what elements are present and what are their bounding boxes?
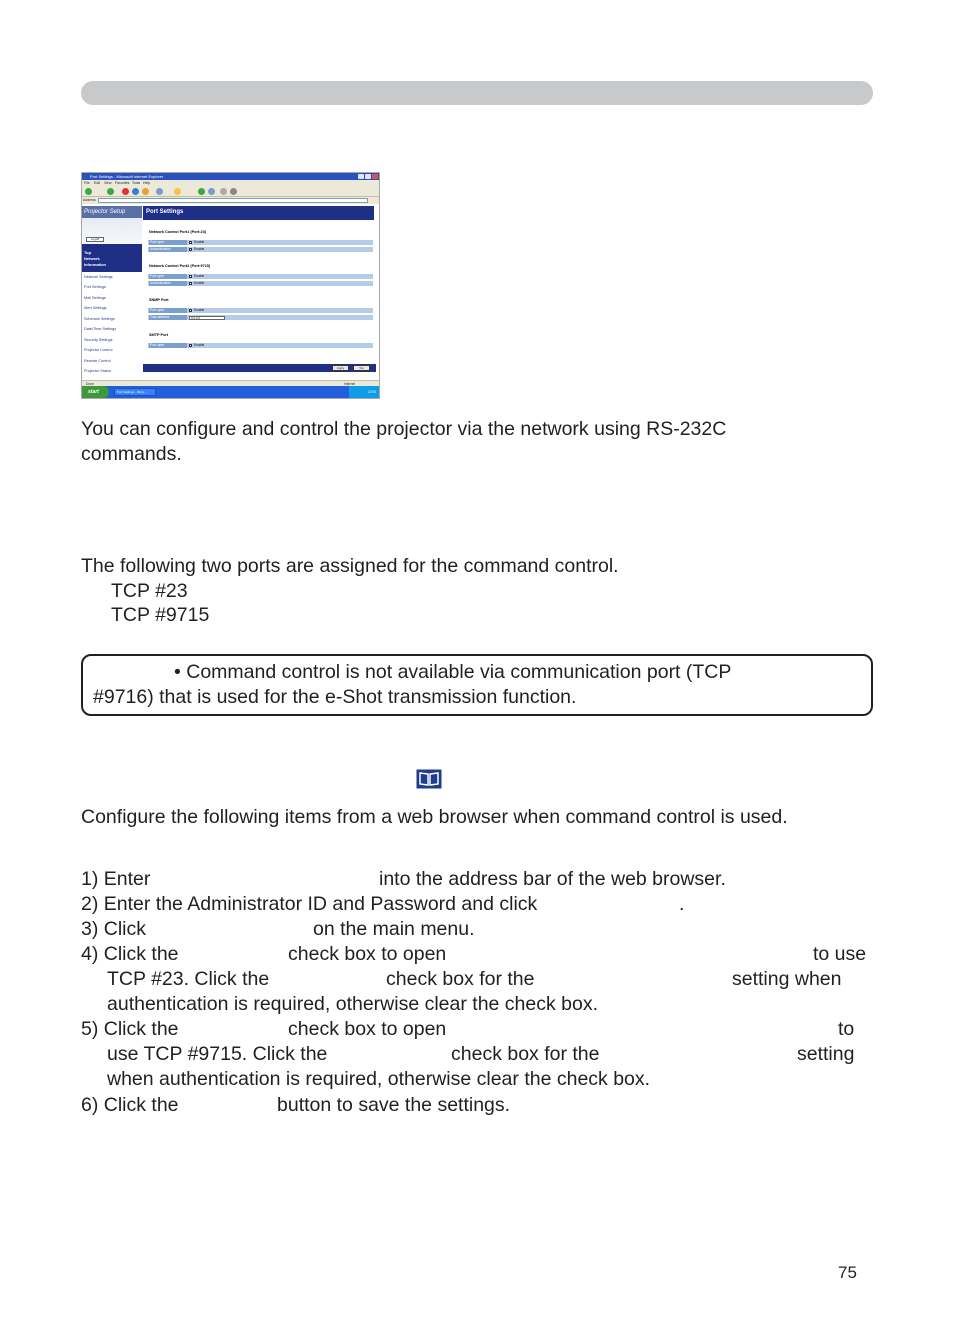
stop-icon <box>122 188 129 195</box>
print-icon <box>230 188 237 195</box>
step-3b: on the main menu. <box>313 918 475 940</box>
step-4c: to use <box>813 943 867 965</box>
favorites-icon <box>174 188 181 195</box>
note-box <box>81 654 873 716</box>
nav-item: Port Settings <box>84 285 106 289</box>
checkbox <box>189 241 192 244</box>
home-icon <box>142 188 149 195</box>
step-5a: 5) Click the <box>81 1018 179 1040</box>
step-4a: 4) Click the <box>81 943 179 965</box>
port-item: TCP #23 <box>111 580 188 602</box>
step-6a: 6) Click the <box>81 1094 179 1116</box>
nav-item: Projector Control <box>84 348 113 352</box>
trap-address-input: 0.0.0.0 <box>189 316 225 320</box>
top-button: Top <box>353 365 370 371</box>
row-key: Authentication <box>149 281 187 286</box>
close-icon <box>372 174 378 179</box>
checkbox <box>189 248 192 251</box>
back-icon <box>85 188 92 195</box>
step-5f: setting <box>797 1043 855 1065</box>
nav-item: Mail Settings <box>84 296 106 300</box>
maximize-icon <box>365 174 371 179</box>
settings-row <box>148 314 373 320</box>
refresh-icon <box>132 188 139 195</box>
row-key: Port open <box>149 274 187 279</box>
address-bar <box>82 197 379 204</box>
nav-item: Remote Control <box>84 359 111 363</box>
intro-text-2: commands. <box>81 443 182 465</box>
menu-favorites: Favorites <box>115 181 130 185</box>
section-title: SMTP Port <box>149 333 169 337</box>
step-4f: setting when <box>732 968 842 990</box>
step-2b: . <box>679 893 685 915</box>
forward-icon <box>107 188 114 195</box>
search-icon <box>156 188 163 195</box>
step-4e: check box for the <box>386 968 535 990</box>
step-1a: 1) Enter <box>81 868 151 890</box>
window-title: Port Settings - Microsoft Internet Explorer <box>90 174 164 179</box>
nav-network: Network <box>84 256 100 261</box>
row-value: Enable <box>194 343 205 347</box>
section-title: SNMP Port <box>149 298 169 302</box>
sidebar-top-block <box>82 244 142 272</box>
settings-row <box>148 246 373 252</box>
ports-intro: The following two ports are assigned for the command control. <box>81 555 619 577</box>
settings-row <box>148 273 373 279</box>
row-value: Enable <box>194 240 205 244</box>
apply-button: Apply <box>332 365 349 371</box>
checkbox <box>189 309 192 312</box>
section-title: Network Control Port2 (Port:9715) <box>149 264 211 268</box>
step-6b: button to save the settings. <box>277 1094 511 1116</box>
address-field <box>98 198 368 203</box>
note-line-2: #9716) that is used for the e-Shot transmission function. <box>93 686 577 708</box>
heading-text: Port Settings <box>146 209 184 215</box>
step-2a: 2) Enter the Administrator ID and Password and click <box>81 893 538 915</box>
taskbar <box>82 386 379 398</box>
page-number: 75 <box>838 1263 857 1282</box>
row-value: Enable <box>194 274 205 278</box>
settings-row <box>148 342 373 348</box>
menu-view: View <box>104 181 112 185</box>
nav-information: Information <box>84 262 106 267</box>
step-5e: check box for the <box>451 1043 600 1065</box>
taskbar-item: Port Settings - Micro... <box>114 388 156 396</box>
settings-row <box>148 239 373 245</box>
row-key: Port open <box>149 308 187 313</box>
step-5c: to <box>838 1018 855 1040</box>
book-reference-icon <box>416 769 442 789</box>
system-tray-clock: 12:00 <box>349 386 379 398</box>
note-line-1: • Command control is not available via communication port (TCP <box>174 661 732 683</box>
menu-tools: Tools <box>132 181 141 185</box>
window-titlebar <box>82 173 379 180</box>
status-left: Done <box>86 382 94 386</box>
menu-help: Help <box>143 181 151 185</box>
media-icon <box>198 188 205 195</box>
nav-item: Projector Status <box>84 369 112 373</box>
nav-item: Security Settings <box>84 338 113 342</box>
checkbox <box>189 275 192 278</box>
row-key: Authentication <box>149 247 187 252</box>
projector-setup-logo: Projector Setup <box>82 206 142 218</box>
row-value: Enable <box>194 281 205 285</box>
step-5g: when authentication is required, otherwise clear the check box. <box>107 1068 651 1090</box>
row-key: Port open <box>149 240 187 245</box>
port-settings-screenshot <box>81 172 380 399</box>
checkbox <box>189 344 192 347</box>
minimize-icon <box>358 174 364 179</box>
nav-item: Network Settings <box>84 275 113 279</box>
settings-row <box>148 280 373 286</box>
nav-top: Top <box>84 250 92 255</box>
nav-item: Schedule Settings <box>84 317 115 321</box>
step-1b: into the address bar of the web browser. <box>379 868 726 890</box>
row-key: Trap address <box>149 315 187 320</box>
intro-text: You can configure and control the projector via the network using RS-232C <box>81 418 727 440</box>
history-icon <box>208 188 215 195</box>
nav-item: Alert Settings <box>84 306 107 310</box>
webpage <box>82 204 379 384</box>
menu-edit: Edit <box>94 181 101 185</box>
step-5b: check box to open <box>288 1018 447 1040</box>
start-button: start <box>82 386 109 398</box>
row-value: Enable <box>194 308 205 312</box>
status-right: Internet <box>344 382 356 386</box>
checkbox <box>189 282 192 285</box>
step-4g: authentication is required, otherwise clear the check box. <box>107 993 599 1015</box>
step-4b: check box to open <box>288 943 447 965</box>
step-4d: TCP #23. Click the <box>107 968 270 990</box>
row-key: Port open <box>149 343 187 348</box>
logoff-button: Logoff <box>86 237 104 242</box>
configure-intro: Configure the following items from a web browser when command control is used. <box>81 806 788 828</box>
browser-toolbar <box>82 186 379 197</box>
address-label: Address <box>83 198 96 202</box>
menu-file: File <box>84 181 90 185</box>
header-bar <box>81 81 873 105</box>
section-title: Network Control Port1 (Port:23) <box>149 230 206 234</box>
step-5d: use TCP #9715. Click the <box>107 1043 328 1065</box>
step-3a: 3) Click <box>81 918 147 940</box>
port-settings-heading <box>143 206 374 220</box>
settings-row <box>148 307 373 313</box>
mail-icon <box>220 188 227 195</box>
port-item: TCP #9715 <box>111 604 210 626</box>
nav-item: Date/Time Settings <box>84 327 117 331</box>
row-value: Enable <box>194 247 205 251</box>
